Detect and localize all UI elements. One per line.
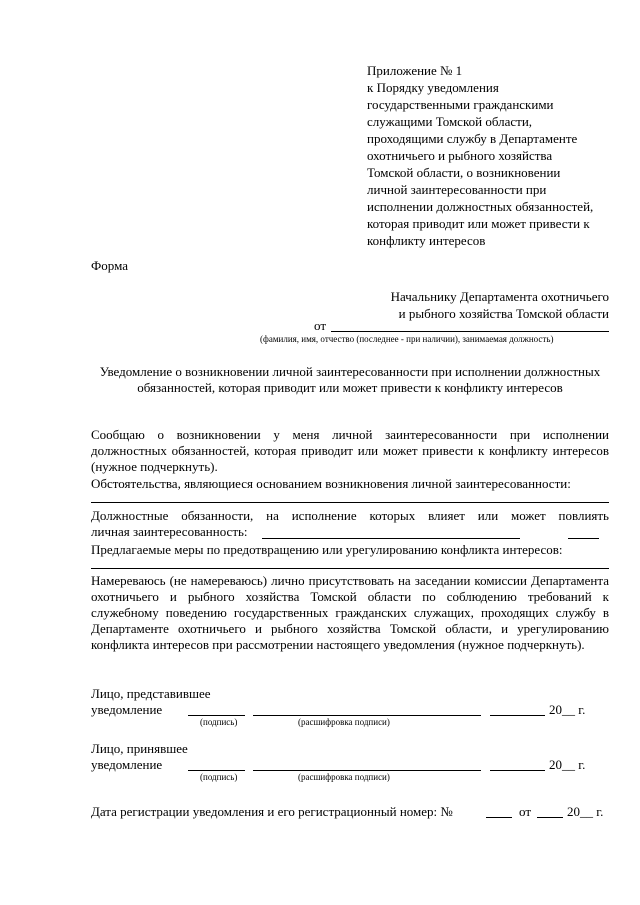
circumstances-fill-line[interactable] [91, 502, 609, 503]
appendix-header [367, 62, 617, 249]
appendix-line: которая приводит или может привести к [367, 216, 590, 231]
paragraph-intend: Намереваюсь (не намереваюсь) лично присутствовать на заседании комиссии Департамента охотничьего и рыбного хозяйства Томской области по соблюдению требований к служебному поведению государственных гражданских служащих, проходящих службу в Департаменте охотничьего и рыбного хозяйства Томской области, и урегулированию конфликта интересов при рассмотрении настоящего уведомления (нужное подчеркнуть). [91, 573, 609, 652]
signer-label-line1: Лицо, представившее [91, 686, 211, 701]
registration-label: Дата регистрации уведомления и его регистрационный номер: № [91, 804, 453, 819]
appendix-line: государственными гражданскими [367, 97, 554, 112]
receiver-decode-line[interactable] [253, 770, 481, 771]
paragraph-notify: Сообщаю о возникновении у меня личной заинтересованности при исполнении должностных обязанностей, которая приводит или может привести к конфликту интересов (нужное подчеркнуть). [91, 427, 609, 474]
signer-label-line2: уведомление [91, 702, 163, 717]
signer-signature-line[interactable] [188, 715, 245, 716]
measures-fill-line[interactable] [91, 568, 609, 569]
receiver-label-line1: Лицо, принявшее [91, 741, 188, 756]
receiver-label-line2: уведомление [91, 757, 163, 772]
signer-signature-caption: (подпись) [200, 717, 238, 727]
duties-fill-line[interactable] [262, 538, 520, 539]
registration-from: от [519, 804, 532, 819]
circumstances-label: Обстоятельства, являющиеся основанием возникновения личной заинтересованности: [91, 476, 571, 491]
appendix-line: охотничьего и рыбного хозяйства [367, 148, 553, 163]
receiver-date-line[interactable] [490, 770, 545, 771]
duties-label-line2: личная заинтересованность: [91, 524, 248, 539]
receiver-year: 20__ г. [549, 757, 586, 772]
addressee-line1: Начальнику Департамента охотничьего [390, 289, 609, 304]
form-label: Форма [91, 258, 128, 273]
measures-label: Предлагаемые меры по предотвращению или урегулированию конфликта интересов: [91, 542, 563, 557]
duties-fill-line-short[interactable] [568, 538, 599, 539]
appendix-line: конфликту интересов [367, 233, 486, 248]
document-title: Уведомление о возникновении личной заинтересованности при исполнении должностных обязанностей, которая приводит или может привести к конфликту интересов [99, 364, 601, 395]
from-fill-line[interactable] [331, 331, 609, 332]
appendix-line: Приложение № 1 [367, 63, 463, 78]
signer-date-line[interactable] [490, 715, 545, 716]
signer-decode-line[interactable] [253, 715, 481, 716]
appendix-line: личной заинтересованности при [367, 182, 547, 197]
receiver-signature-line[interactable] [188, 770, 245, 771]
signer-year: 20__ г. [549, 702, 586, 717]
addressee [391, 288, 609, 322]
from-label: от [314, 318, 327, 333]
appendix-line: служащими Томской области, [367, 114, 533, 129]
appendix-line: к Порядку уведомления [367, 80, 499, 95]
from-caption: (фамилия, имя, отчество (последнее - при наличии), занимаемая должность) [260, 334, 554, 344]
receiver-signature-caption: (подпись) [200, 772, 238, 782]
receiver-decode-caption: (расшифровка подписи) [298, 772, 390, 782]
appendix-line: проходящими службу в Департаменте [367, 131, 578, 146]
appendix-line: исполнении должностных обязанностей, [367, 199, 594, 214]
addressee-line2: и рыбного хозяйства Томской области [398, 306, 609, 321]
duties-label-line1: Должностные обязанности, на исполнение которых влияет или может повлиять [91, 508, 609, 523]
registration-day-line[interactable] [537, 817, 563, 818]
registration-number-line[interactable] [486, 817, 512, 818]
registration-year: 20__ г. [567, 804, 604, 819]
appendix-line: Томской области, о возникновении [367, 165, 561, 180]
signer-decode-caption: (расшифровка подписи) [298, 717, 390, 727]
